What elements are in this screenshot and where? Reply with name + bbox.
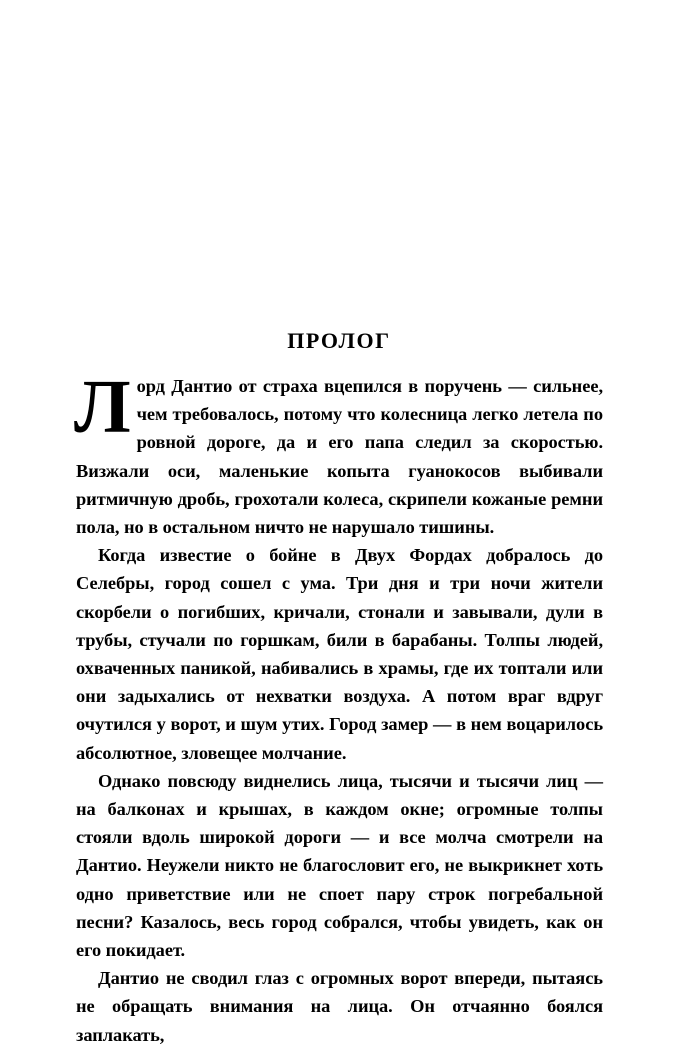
body-text-block [74, 365, 603, 1049]
chapter-title: ПРОЛОГ [287, 327, 391, 353]
paragraph-4: Дантио не сводил глаз с огромных ворот впереди, пытаясь не обращать внимания на лица. Он отчаянно боялся заплакать, [76, 968, 603, 1045]
paragraph-1-text: орд Дантио от страха вцепился в поручень — сильнее, чем требовалось, потому что колесница легко летела по ровной дороге, да и его папа следил за скоростью. Визжали оси, маленькие копыта гуанокосов выбивали ритмичную дробь, грохотали колеса, скрипели кожаные ремни пола, но в остальном ничто не нарушало тишины. [76, 376, 603, 538]
paragraph-1 [74, 365, 603, 541]
paragraph-2: Когда известие о бойне в Двух Фордах добралось до Селебры, город сошел с ума. Три дня и три ночи жители скорбели о погибших, кричали, стонали и завывали, дули в трубы, стучали по горшкам, били в барабаны. Толпы людей, охваченных паникой, набивались в храмы, где их топтали или они задыхались от нехватки воздуха. А потом враг вдруг очутился у ворот, и шум утих. Город замер — в нем воцарилось абсолютное, зловещее молчание. [76, 545, 603, 763]
paragraph-3: Однако повсюду виднелись лица, тысячи и тысячи лиц — на балконах и крышах, в каждом окне; огромные толпы стояли вдоль широкой дороги — и все молча смотрели на Дантио. Неужели никто не благословит его, не выкрикнет хоть одно приветствие или не споет пару строк погребальной песни? Казалось, весь город собрался, чтобы увидеть, как он его покидает. [76, 770, 603, 961]
drop-cap-letter: Л [74, 365, 131, 449]
